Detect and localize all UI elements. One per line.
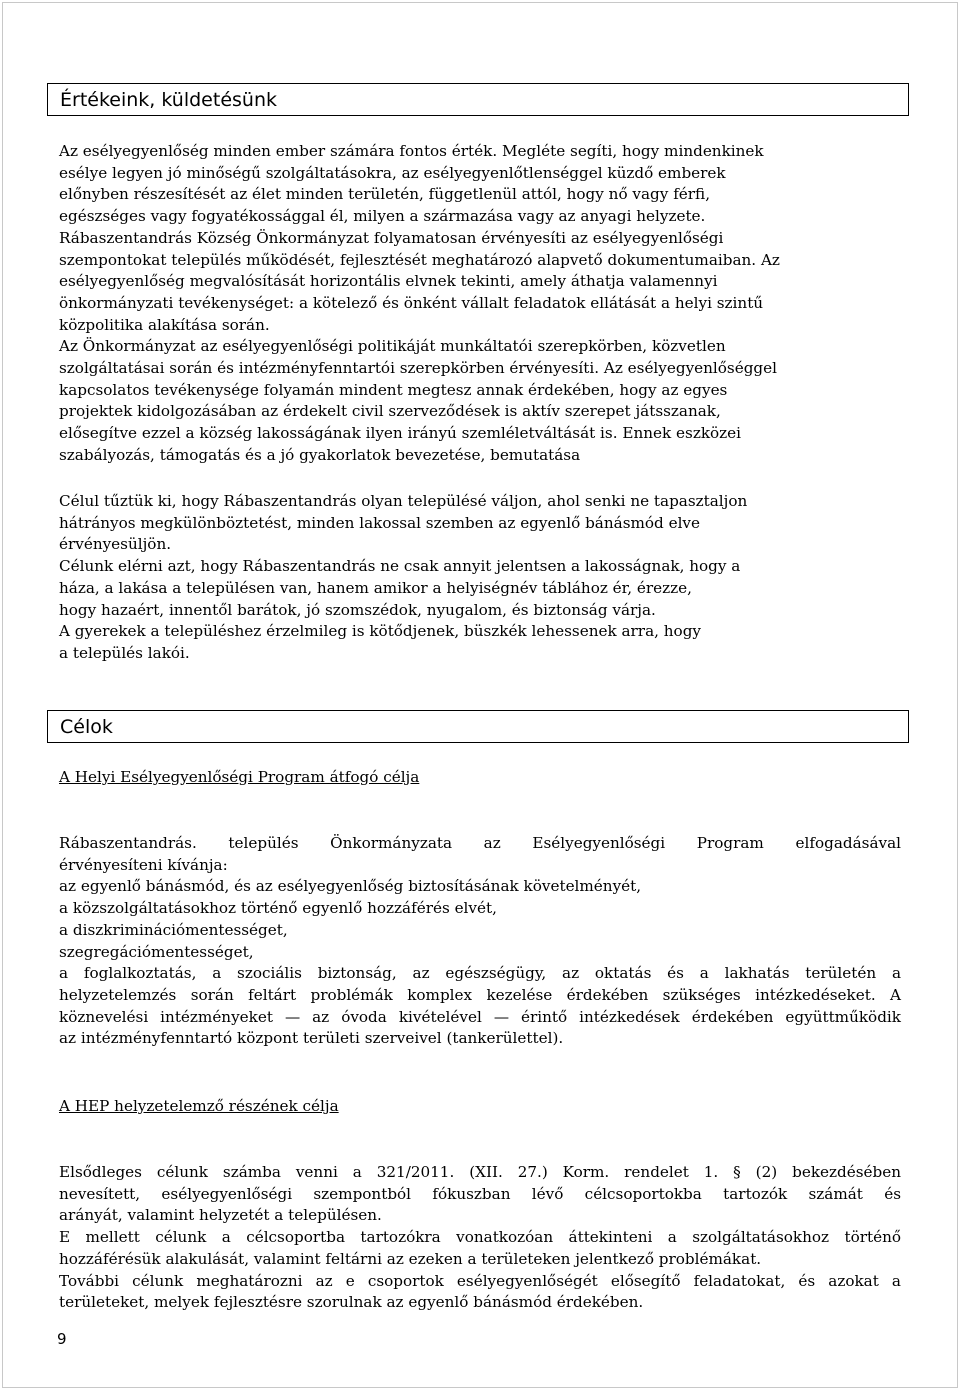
text-line: esélyegyenlőség megvalósítását horizontális elvnek tekinti, amely áthatja valamennyi (59, 272, 718, 291)
text-line: esélye legyen jó minőségű szolgáltatásokra, az esélyegyenlőtlenséggel küzdő emberek (59, 163, 726, 182)
text-line: nevesített, esélyegyenlőségi szempontból fókuszban lévő célcsoportokba tartozók számát és (59, 1184, 901, 1203)
text-line: További célunk meghatározni az e csoportok esélyegyenlőségét elősegítő feladatokat, és azokat a (59, 1271, 901, 1290)
text-line: az intézményfenntartó központ területi szerveivel (tankerülettel). (59, 1029, 564, 1048)
text-line: Az Önkormányzat az esélyegyenlőségi politikáját munkáltatói szerepkörben, közvetlen (59, 337, 726, 356)
goals-paragraph (59, 833, 901, 1050)
text-line: közpolitika alakítása során. (59, 315, 270, 334)
values-paragraph (59, 141, 901, 467)
text-line: köznevelési intézményeket — az óvoda kivételével — érintő intézkedések érdekében együttműködik (59, 1007, 901, 1026)
text-line: érvényesüljön. (59, 535, 172, 554)
text-line: területeket, melyek fejlesztésre szorulnak az egyenlő bánásmód érdekében. (59, 1293, 644, 1312)
text-line: projektek kidolgozásában az érdekelt civil szerveződések is aktív szerepet játsszanak, (59, 402, 721, 421)
text-line: háza, a lakása a településen van, hanem amikor a helyiségnév táblához ér, érezze, (59, 578, 692, 597)
text-line: elősegítve ezzel a község lakosságának ilyen irányú szemléletváltását is. Ennek eszközei (59, 424, 742, 443)
text-line: a diszkriminációmentességet, (59, 920, 288, 939)
text-line: Az esélyegyenlőség minden ember számára fontos érték. Megléte segíti, hogy mindenkinek (59, 142, 764, 160)
subheading-text: A Helyi Esélyegyenlőségi Program átfogó célja (59, 768, 420, 786)
text-line: Rábaszentandrás. település Önkormányzata az Esélyegyenlőségi Program elfogadásával (59, 834, 901, 852)
text-line: önkormányzati tevékenységet: a kötelező és önként vállalt feladatok ellátását a helyi szintű (59, 293, 764, 312)
text-line: E mellett célunk a célcsoportba tartozókra vonatkozóan áttekinteni a szolgáltatásokhoz történő (59, 1228, 901, 1247)
section-title: Értékeink, küldetésünk (60, 89, 277, 111)
text-line: Célunk elérni azt, hogy Rábaszentandrás ne csak annyit jelentsen a lakosságnak, hogy a (59, 557, 741, 576)
text-line: helyzetelemzés során feltárt problémák komplex kezelése érdekében szükséges intézkedéseket. A (59, 985, 901, 1004)
text-line: a közszolgáltatásokhoz történő egyenlő hozzáférés elvét, (59, 899, 497, 918)
text-line: Rábaszentandrás Község Önkormányzat folyamatosan érvényesíti az esélyegyenlőségi (59, 228, 724, 247)
text-line: a foglalkoztatás, a szociális biztonság, az egészségügy, az oktatás és a lakhatás területén a (59, 964, 901, 983)
text-line: szolgáltatásai során és intézményfenntartói szerepkörben érvényesíti. Az esélyegyenlőséggel (59, 359, 778, 378)
text-line: szabályozás, támogatás és a jó gyakorlatok bevezetése, bemutatása (59, 445, 581, 464)
text-line: előnyben részesítését az élet minden területén, függetlenül attól, hogy nő vagy férfi, (59, 185, 711, 204)
text-line: Célul tűztük ki, hogy Rábaszentandrás olyan településé váljon, ahol senki ne tapasztaljon (59, 492, 748, 510)
text-line: kapcsolatos tevékenysége folyamán mindent megtesz annak érdekében, hogy az egyes (59, 380, 728, 399)
subheading-analysis-goal (59, 1096, 901, 1118)
text-line: A gyerekek a településhez érzelmileg is kötődjenek, büszkék lehessenek arra, hogy (59, 622, 702, 641)
text-line: hátrányos megkülönböztetést, minden lakossal szemben az egyenlő bánásmód elve (59, 513, 700, 532)
text-line: arányát, valamint helyzetét a településen. (59, 1206, 382, 1225)
text-line: szegregációmentességet, (59, 942, 254, 961)
subheading-text: A HEP helyzetelemző részének célja (59, 1097, 339, 1115)
section-heading-values (47, 83, 909, 116)
text-line: a település lakói. (59, 643, 190, 662)
mission-paragraph (59, 491, 901, 665)
analysis-paragraph (59, 1162, 901, 1314)
text-line: szempontokat település működését, fejlesztését meghatározó alapvető dokumentumaiban. Az (59, 250, 780, 269)
section-title: Célok (60, 716, 113, 738)
page-number: 9 (57, 1330, 67, 1348)
text-line: az egyenlő bánásmód, és az esélyegyenlőség biztosításának követelményét, (59, 877, 642, 896)
section-heading-goals (47, 710, 909, 743)
text-line: Elsődleges célunk számba venni a 321/2011. (XII. 27.) Korm. rendelet 1. § (2) bekezdésében (59, 1163, 901, 1181)
text-line: érvényesíteni kívánja: (59, 855, 228, 874)
subheading-overall-goal (59, 767, 901, 789)
text-line: hozzáférésük alakulását, valamint feltárni az ezeken a területeken jelentkező problémákat. (59, 1249, 762, 1268)
text-line: egészséges vagy fogyatékossággal él, milyen a származása vagy az anyagi helyzete. (59, 207, 706, 226)
text-line: hogy hazaért, innentől barátok, jó szomszédok, nyugalom, és biztonság várja. (59, 600, 656, 619)
